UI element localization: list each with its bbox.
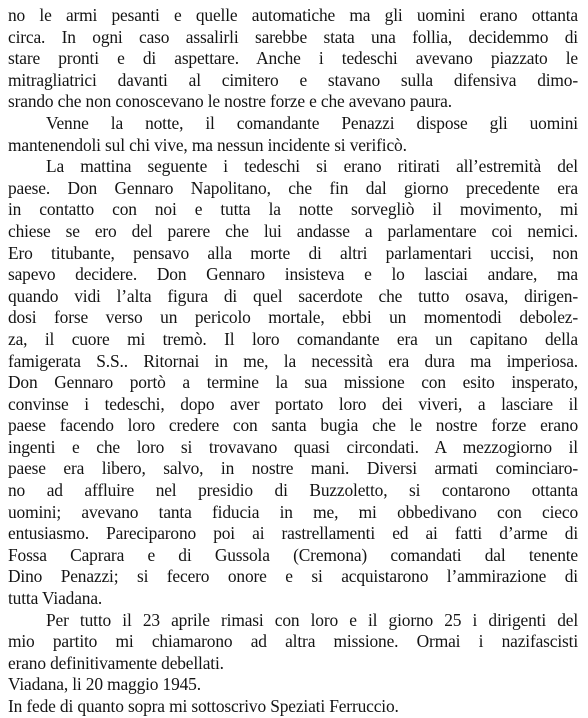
text-line: no ad affluire nel presidio di Buzzoletto, si contarono ottanta (8, 480, 578, 501)
text-line: mitragliatrici davanti al cimitero e stavano sulla difensiva dimo- (8, 69, 578, 90)
text-line: convinse i tedeschi, dopo aver portato loro dei viveri, a lasciare il (8, 393, 578, 414)
text-line: erano definitivamente debellati. (8, 652, 224, 673)
text-line: dosi forse verso un pericolo mortale, ebbi un momentodi debolez- (8, 307, 578, 328)
text-line: La mattina seguente i tedeschi si erano ritirati all’estremità del (46, 156, 578, 177)
text-line: Viadana, li 20 maggio 1945. (8, 674, 201, 695)
text-line: uomini; avevano tanta fiducia in me, mi obbedivano con cieco (8, 501, 578, 522)
text-line: paese. Don Gennaro Napolitano, che fin dal giorno precedente era (8, 177, 578, 198)
text-line: srando che non conoscevano le nostre forze e che avevano paura. (8, 91, 452, 112)
text-line: paese facendo loro credere con santa bugia che le nostre forze erano (8, 415, 578, 436)
text-line: Don Gennaro portò a termine la sua missione con esito insperato, (8, 372, 578, 393)
text-line: famigerata S.S.. Ritornai in me, la necessità era dura ma imperiosa. (8, 350, 578, 371)
text-line: Fossa Caprara e di Gussola (Cremona) comandati dal tenente (8, 544, 578, 565)
text-line: entusiasmo. Pareciparono poi ai rastrellamenti ed ai fatti d’arme di (8, 523, 578, 544)
text-line: tutta Viadana. (8, 588, 103, 609)
text-line: Ero titubante, pensavo alla morte di altri parlamentari uccisi, non (8, 242, 578, 263)
text-line: no le armi pesanti e quelle automatiche ma gli uomini erano ottanta (8, 5, 578, 25)
text-line: Venne la notte, il comandante Penazzi dispose gli uomini (46, 112, 578, 133)
text-line: In fede di quanto sopra mi sottoscrivo Speziati Ferruccio. (8, 696, 399, 716)
body-text (8, 5, 578, 718)
text-line: Per tutto il 23 aprile rimasi con loro e il giorno 25 i dirigenti del (46, 609, 578, 630)
text-line: ingenti e che loro si trovavano quasi circondati. A mezzogiorno il (8, 436, 578, 457)
text-line: mantenendoli sul chi vive, ma nessun incidente si verificò. (8, 134, 407, 155)
text-line: in contatto con noi e tutta la notte sorvegliò il movimento, mi (8, 199, 578, 220)
text-line: paese era libero, salvo, in nostre mani. Diversi armati cominciaro- (8, 458, 578, 479)
text-line: sapevo decidere. Don Gennaro insisteva e lo lasciai andare, ma (8, 264, 578, 285)
text-line: stare pronti e di aspettare. Anche i tedeschi avevano piazzato le (8, 48, 578, 69)
text-line: circa. In ogni caso assalirli sarebbe stata una follia, decidemmo di (8, 26, 578, 47)
text-line: mio partito mi chiamarono ad altra missione. Ormai i nazifascisti (8, 631, 578, 652)
text-line: quando vidi l’alta figura di quel sacerdote che tutto osava, dirigen- (8, 285, 578, 306)
text-line: chiese se ero del parere che lui andasse a parlamentare coi nemici. (8, 220, 578, 241)
text-line: za, il cuore mi tremò. Il loro comandante era un capitano della (8, 328, 578, 349)
text-line: Dino Penazzi; si fecero onore e si acquistarono l’ammirazione di (8, 566, 578, 587)
